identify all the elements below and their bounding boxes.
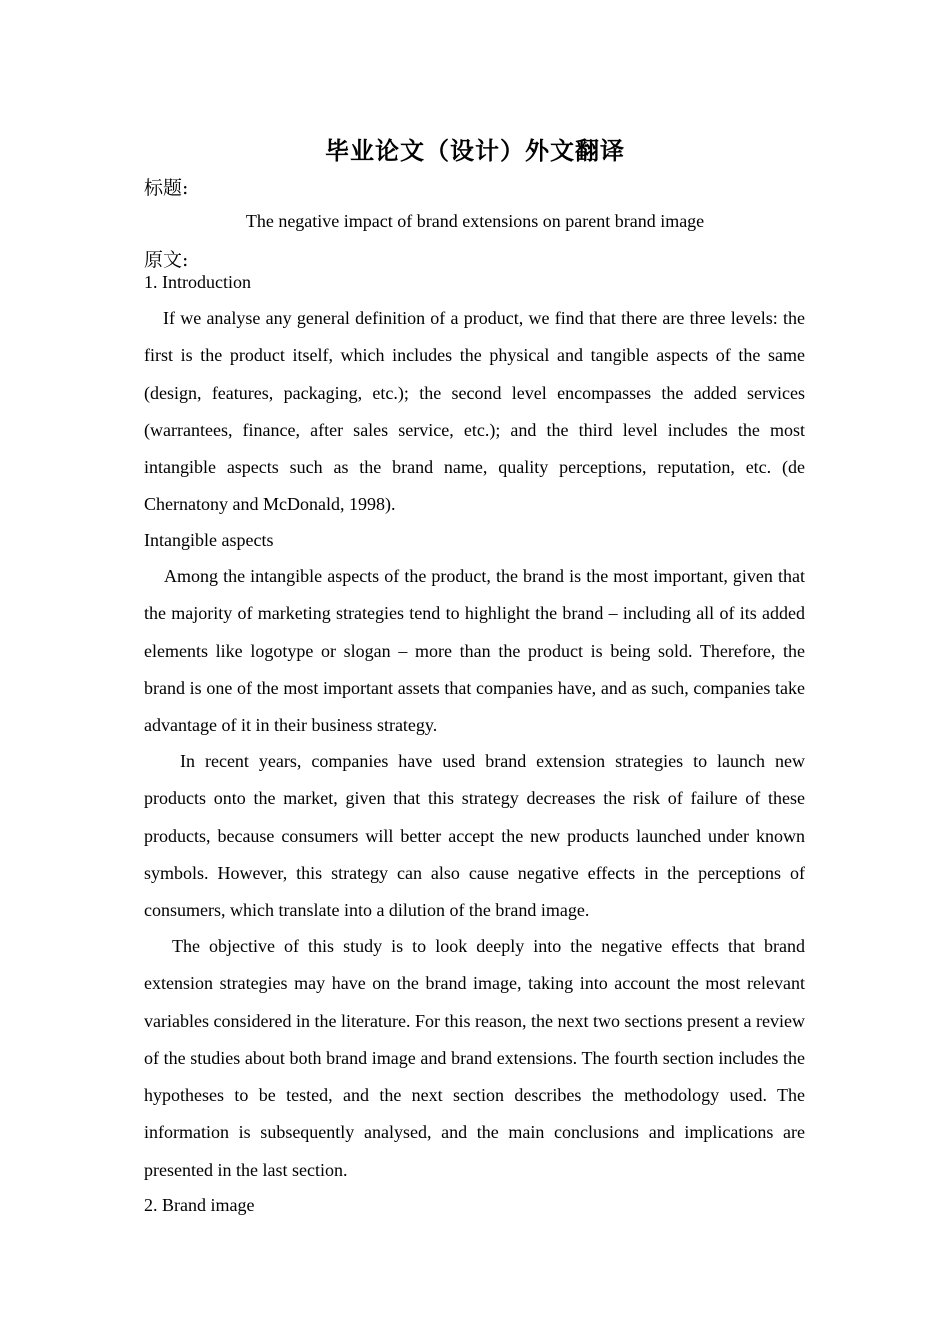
paragraph-2: Among the intangible aspects of the product, the brand is the most important, given that the majority of marketing strategies tend to highlight the brand – including all of its added elements like logotype or slogan – more than the product is being sold. Therefore, the brand is one of the most important assets that companies have, and as such, companies take advantage of it in their business strategy. bbox=[144, 566, 805, 736]
title-label: 标题: bbox=[144, 177, 189, 199]
original-text-label: 原文: bbox=[144, 249, 189, 271]
paper-subtitle: The negative impact of brand extensions on parent brand image bbox=[245, 211, 705, 231]
section-heading-introduction: 1. Introduction bbox=[144, 272, 251, 292]
paragraph-4: The objective of this study is to look deeply into the negative effects that brand extension strategies may have on the brand image, taking into account the most relevant variables considered in the literature. For this reason, the next two sections present a review of the studies about both brand image and brand extensions. The fourth section includes the hypotheses to be tested, and the next section describes the methodology used. The information is subsequently analysed, and the main conclusions and implications are presented in the last section. bbox=[144, 936, 805, 1180]
subheading-intangible-aspects: Intangible aspects bbox=[144, 530, 274, 550]
page-title: 毕业论文（设计）外文翻译 bbox=[325, 136, 625, 165]
paragraph-3: In recent years, companies have used brand extension strategies to launch new products onto the market, given that this strategy decreases the risk of failure of these products, because consumers will better accept the new products launched under known symbols. However, this strategy can also cause negative effects in the perceptions of consumers, which translate into a dilution of the brand image. bbox=[144, 751, 805, 921]
paragraph-1: If we analyse any general definition of a product, we find that there are three levels: the first is the product itself, which includes the physical and tangible aspects of the same (design, features, packaging, etc.); the second level encompasses the added services (warrantees, finance, after sales service, etc.); and the third level includes the most intangible aspects such as the brand name, quality perceptions, reputation, etc. (de Chernatony and McDonald, 1998). bbox=[144, 308, 805, 515]
section-heading-brand-image: 2. Brand image bbox=[144, 1195, 255, 1215]
